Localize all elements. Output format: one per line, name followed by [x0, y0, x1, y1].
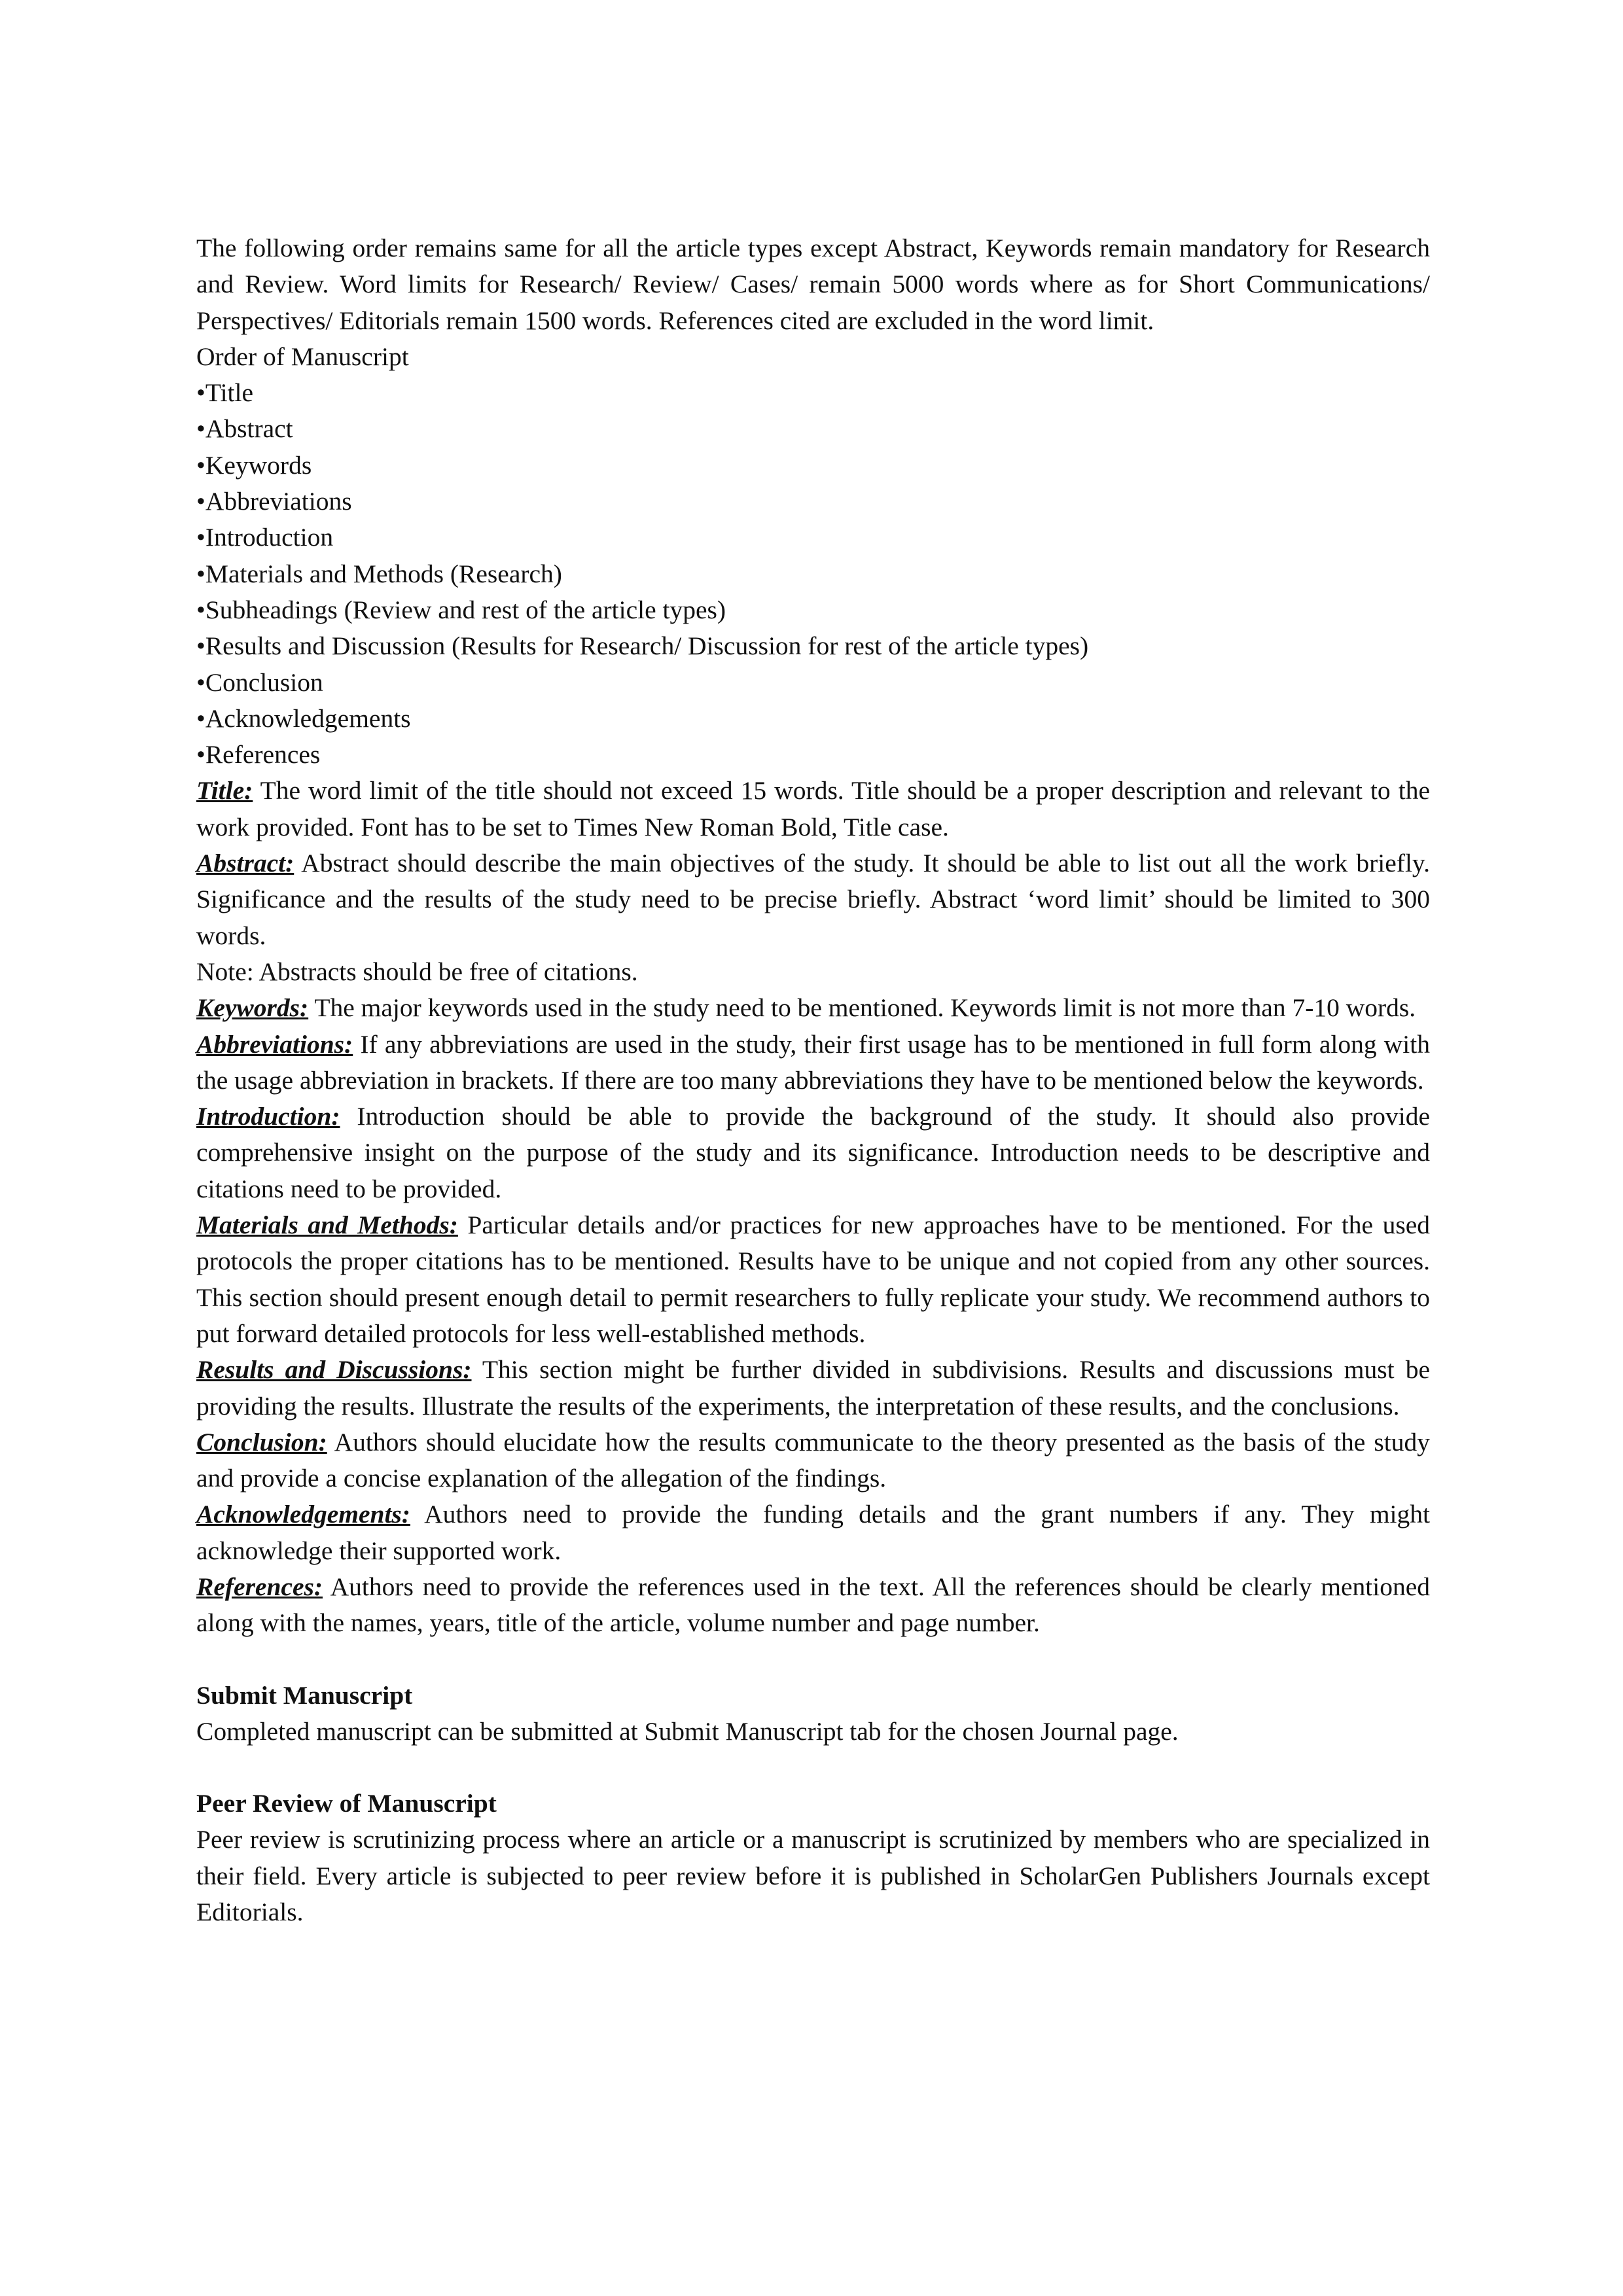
order-item-title: •Title [196, 378, 254, 408]
section-abbreviations-label: Abbreviations: [196, 1029, 353, 1059]
peer-review-heading: Peer Review of Manuscript [196, 1789, 497, 1818]
section-abstract-text: Abstract should describe the main objectives of the study. It should be able to list out all the work briefly. Significance and the results of the study need to be precise briefly. Abstract ‘word limit’ should be limited to 300 words. [196, 849, 1430, 950]
order-item-conclusion: •Conclusion [196, 667, 323, 697]
intro-paragraph: The following order remains same for all the article types except Abstract, Keywords remain mandatory for Research and Review. Word limits for Research/ Review/ Cases/ remain 5000 words where as for Short Communications/ Perspectives/ Editorials remain 1500 words. References cited are excluded in the word limit. [196, 234, 1430, 335]
section-abbreviations-text: If any abbreviations are used in the study, their first usage has to be mentioned in full form along with the usage abbreviation in brackets. If there are too many abbreviations they have to be mentioned below the keywords. [196, 1029, 1430, 1095]
section-keywords [196, 990, 1430, 1026]
section-introduction [196, 1099, 1430, 1207]
section-references-text: Authors need to provide the references used in the text. All the references should be clearly mentioned along with the names, years, title of the article, volume number and page number. [196, 1572, 1430, 1638]
abstract-note: Note: Abstracts should be free of citations. [196, 957, 638, 986]
order-item-references: •References [196, 740, 321, 769]
section-title-text: The word limit of the title should not exceed 15 words. Title should be a proper description and relevant to the work provided. Font has to be set to Times New Roman Bold, Title case. [196, 776, 1430, 841]
section-materials-label: Materials and Methods: [196, 1210, 458, 1240]
section-abstract-label: Abstract: [196, 849, 294, 878]
section-title [196, 773, 1430, 845]
spacer [196, 1750, 1430, 1786]
section-abstract [196, 845, 1430, 954]
submit-heading: Submit Manuscript [196, 1680, 413, 1710]
order-heading: Order of Manuscript [196, 342, 409, 371]
order-item-results: •Results and Discussion (Results for Research/ Discussion for rest of the article types) [196, 631, 1089, 661]
section-conclusion-text: Authors should elucidate how the results communicate to the theory presented as the basis of the study and provide a concise explanation of the allegation of the findings. [196, 1427, 1430, 1493]
submit-text: Completed manuscript can be submitted at Submit Manuscript tab for the chosen Journal page. [196, 1716, 1179, 1746]
order-item-subheadings: •Subheadings (Review and rest of the article types) [196, 595, 726, 624]
section-materials-text: Particular details and/or practices for new approaches have to be mentioned. For the used protocols the proper citations has to be mentioned. Results have to be unique and not copied from any other sources. This section should present enough detail to permit researchers to fully replicate your study. We recommend authors to put forward detailed protocols for less well-established methods. [196, 1210, 1430, 1348]
section-acknowledgements-text: Authors need to provide the funding details and the grant numbers if any. They might acknowledge their supported work. [196, 1500, 1430, 1565]
order-item-acknowledgements: •Acknowledgements [196, 703, 411, 733]
document-page [196, 230, 1430, 1930]
order-item-keywords: •Keywords [196, 450, 312, 480]
peer-review-text: Peer review is scrutinizing process where an article or a manuscript is scrutinized by members who are specialized in their field. Every article is subjected to peer review before it is published in ScholarGen Publishers Journals except Editorials. [196, 1825, 1430, 1927]
order-list [196, 375, 1430, 773]
section-abbreviations [196, 1027, 1430, 1099]
section-references [196, 1569, 1430, 1642]
section-introduction-text: Introduction should be able to provide the background of the study. It should also provide comprehensive insight on the purpose of the study and its significance. Introduction needs to be descriptive and citations need to be provided. [196, 1102, 1430, 1203]
order-item-materials: •Materials and Methods (Research) [196, 559, 562, 588]
section-results-text: This section might be further divided in subdivisions. Results and discussions must be providing the results. Illustrate the results of the experiments, the interpretation of these results, and the conclusions. [196, 1355, 1430, 1421]
section-conclusion-label: Conclusion: [196, 1427, 327, 1457]
order-item-abstract: •Abstract [196, 414, 293, 444]
section-introduction-label: Introduction: [196, 1102, 340, 1131]
section-title-label: Title: [196, 776, 253, 805]
spacer [196, 1642, 1430, 1678]
section-references-label: References: [196, 1572, 323, 1601]
section-results [196, 1352, 1430, 1424]
section-conclusion [196, 1424, 1430, 1497]
section-results-label: Results and Discussions: [196, 1355, 472, 1385]
section-acknowledgements [196, 1496, 1430, 1569]
section-keywords-label: Keywords: [196, 993, 309, 1023]
section-materials [196, 1207, 1430, 1352]
order-item-abbreviations: •Abbreviations [196, 487, 352, 516]
order-item-introduction: •Introduction [196, 523, 334, 552]
section-acknowledgements-label: Acknowledgements: [196, 1500, 410, 1529]
section-keywords-text: The major keywords used in the study need to be mentioned. Keywords limit is not more than 7-10 words. [308, 993, 1416, 1023]
